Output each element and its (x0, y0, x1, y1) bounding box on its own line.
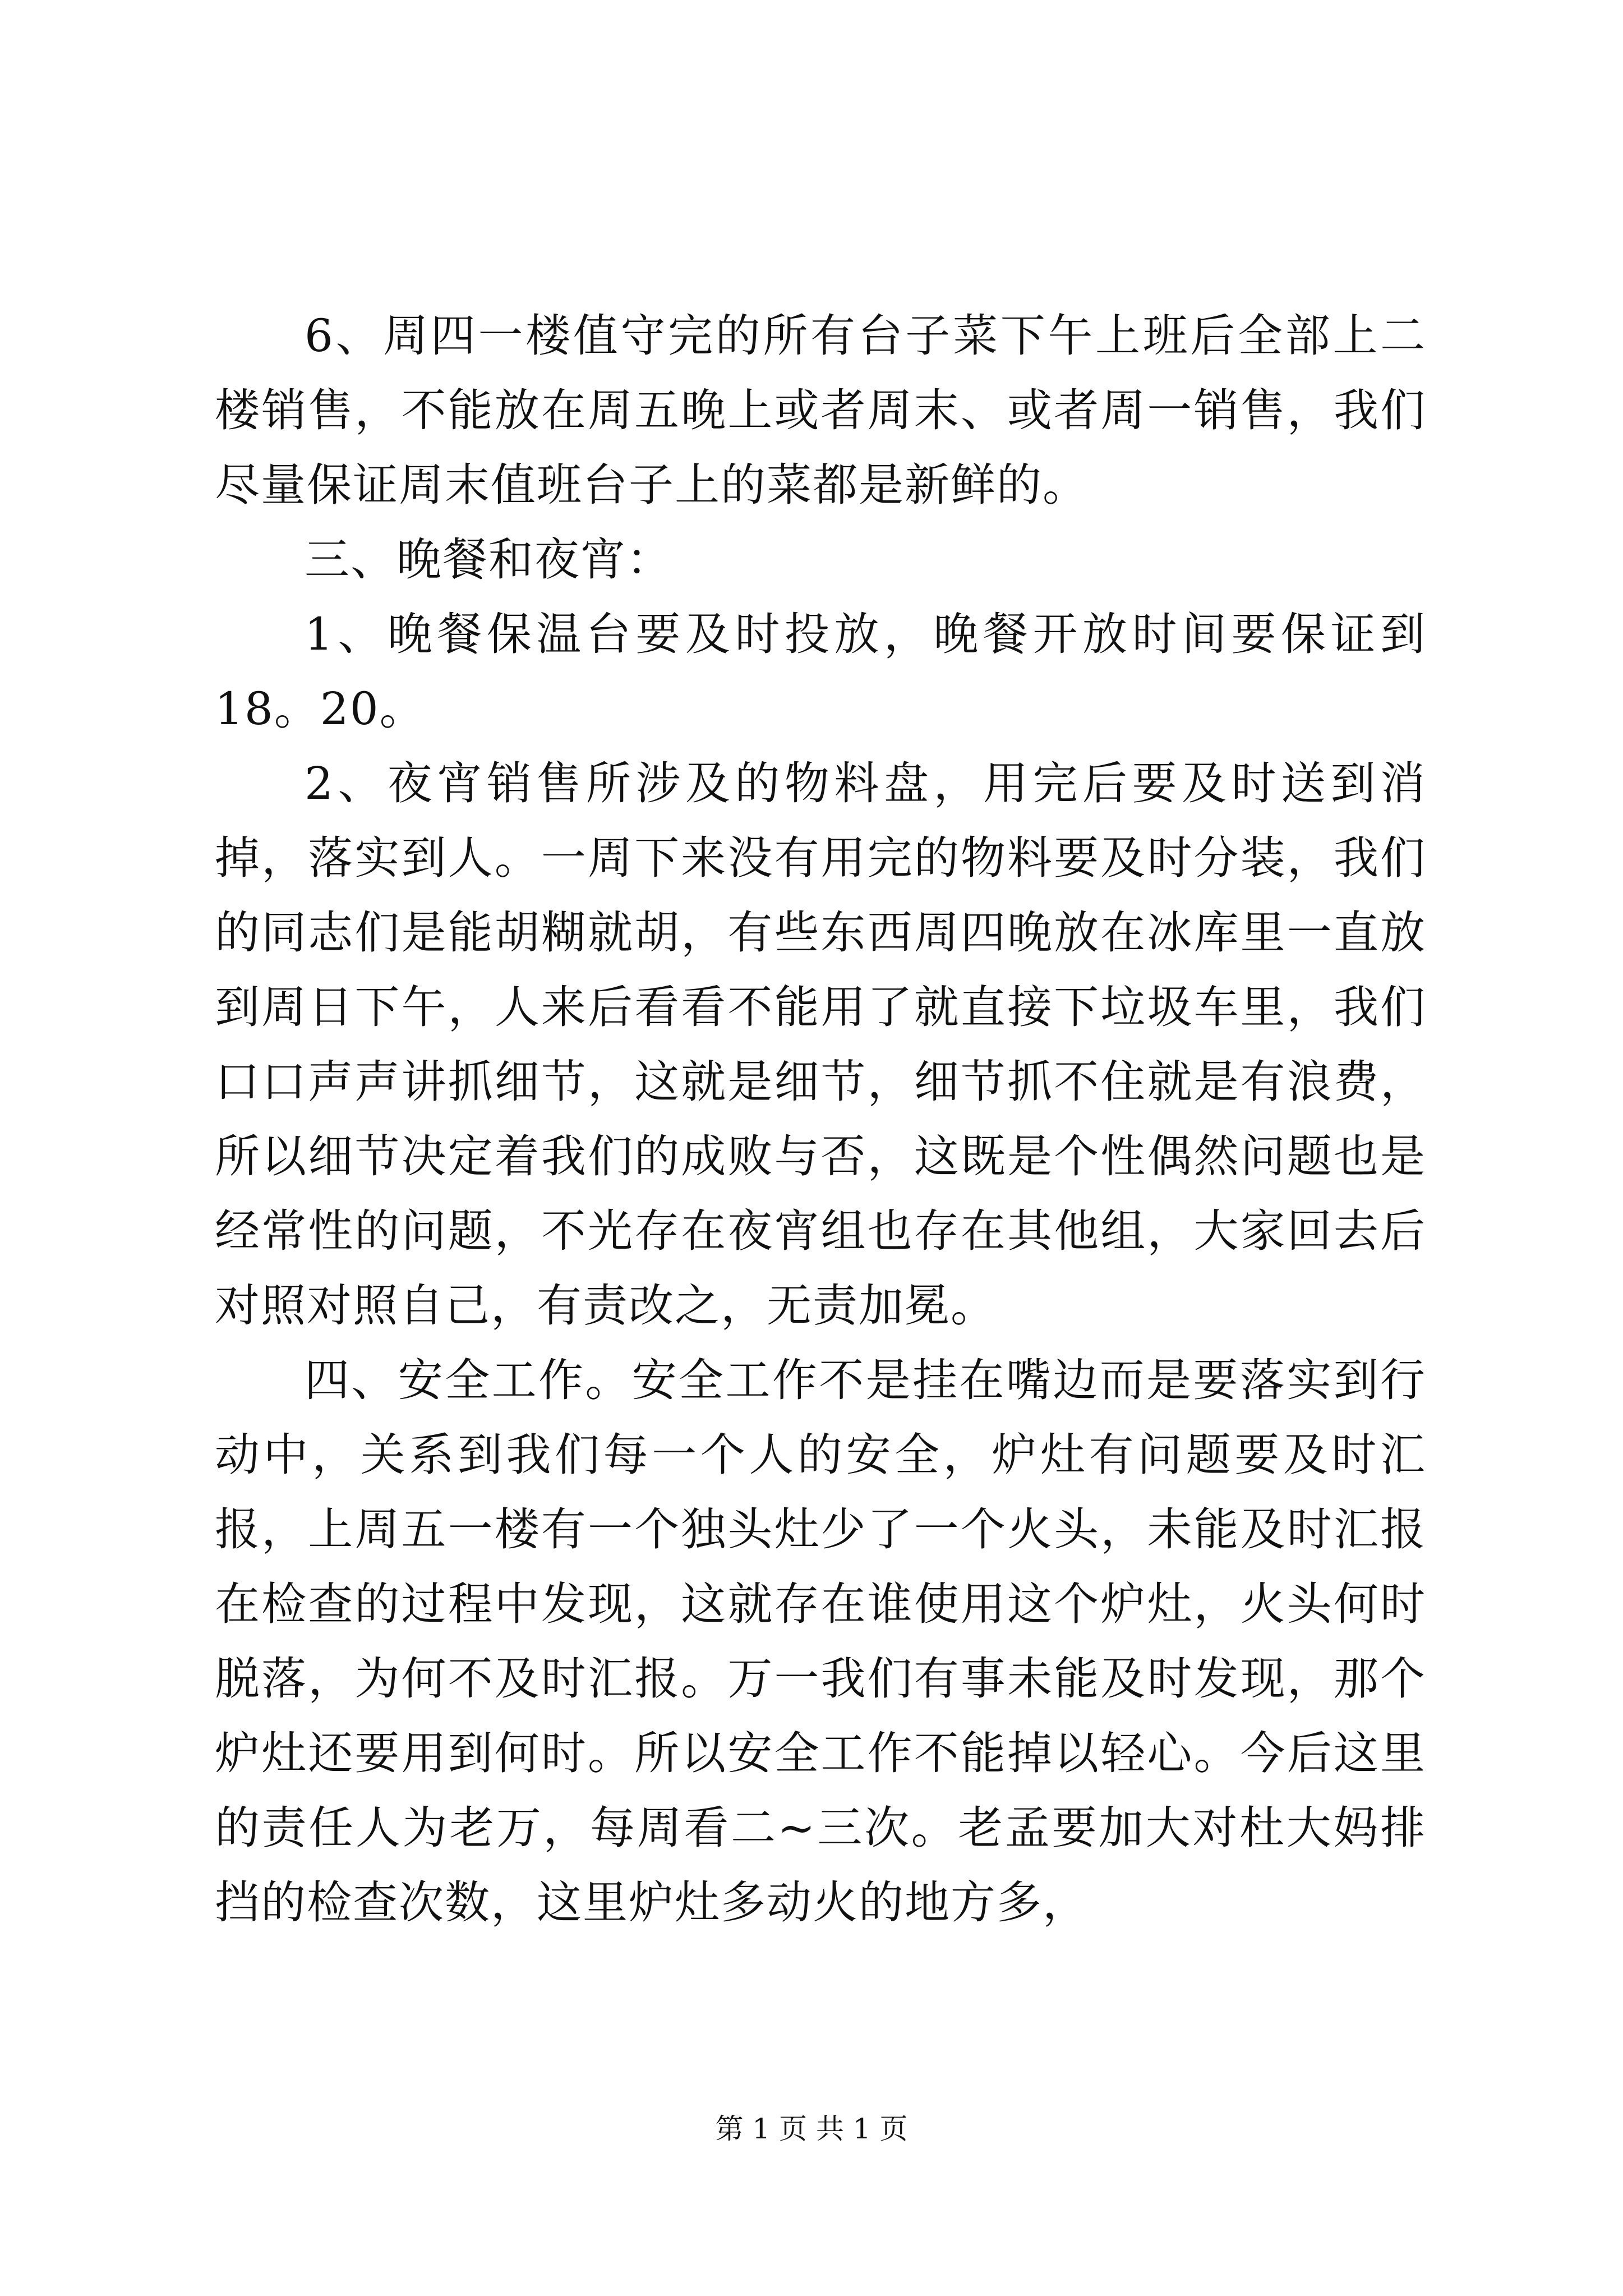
paragraph-safety: 四、安全工作。安全工作不是挂在嘴边而是要落实到行动中，关系到我们每一个人的安全，炉灶有问题要及时汇报，上周五一楼有一个独头灶少了一个火头，未能及时汇报在检查的过程中发现，这就存在谁使用这个炉灶，火头何时脱落，为何不及时汇报。万一我们有事未能及时发现，那个炉灶还要用到何时。所以安全工作不能掉以轻心。今后这里的责任人为老万，每周看二~三次。老孟要加大对杜大妈排挡的检查次数，这里炉灶多动火的地方多， (215, 1354, 1426, 1929)
paragraph-dinner-1: 1、晚餐保温台要及时投放，晚餐开放时间要保证到18。20。 (215, 608, 1426, 735)
paragraph-dinner-2: 2、夜宵销售所涉及的物料盘，用完后要及时送到消掉，落实到人。一周下来没有用完的物料要及时分装，我们的同志们是能胡糊就胡，有些东西周四晚放在冰库里一直放到周日下午，人来后看看不能用了就直接下垃圾车里，我们口口声声讲抓细节，这就是细节，细节抓不住就是有浪费，所以细节决定着我们的成败与否，这既是个性偶然问题也是经常性的问题，不光存在夜宵组也存在其他组，大家回去后对照对照自己，有责改之，无责加冕。 (215, 757, 1426, 1332)
section-heading-dinner: 三、晚餐和夜宵： (305, 533, 672, 586)
page-footer: 第 1 页 共 1 页 (715, 2113, 908, 2145)
paragraph-item-6: 6、周四一楼值守完的所有台子菜下午上班后全部上二楼销售，不能放在周五晚上或者周末、或者周一销售，我们尽量保证周末值班台子上的菜都是新鲜的。 (215, 310, 1426, 511)
document-body (215, 298, 1426, 1940)
